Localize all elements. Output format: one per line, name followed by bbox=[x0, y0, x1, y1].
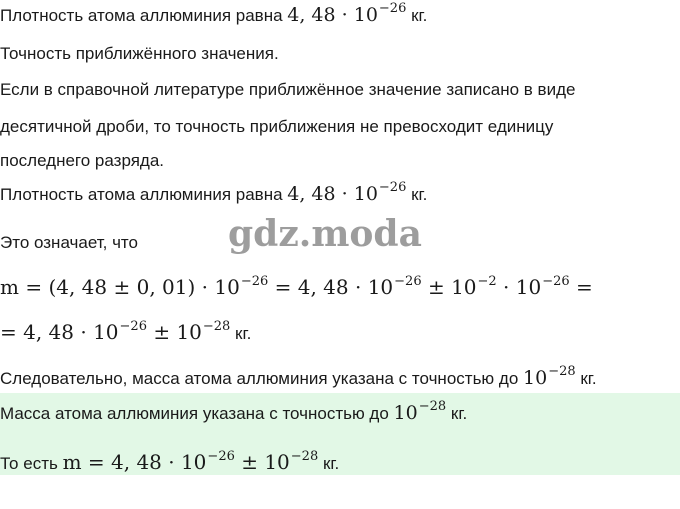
text: Плотность атома аллюминия равна bbox=[0, 185, 288, 204]
eq-part: ± 10 bbox=[146, 320, 202, 344]
text: Следовательно, масса атома аллюминия указана с точностью до bbox=[0, 369, 523, 388]
eq-part: ± 10 bbox=[421, 275, 477, 299]
exponent: −2 bbox=[477, 274, 497, 289]
math: ± 10 bbox=[234, 450, 290, 474]
exponent: −26 bbox=[240, 274, 269, 289]
exponent: −26 bbox=[119, 319, 147, 334]
unit: кг. bbox=[406, 6, 428, 25]
unit: кг. bbox=[318, 454, 340, 473]
line-accuracy-heading: Точность приближённого значения. bbox=[0, 44, 279, 63]
eq-part: = bbox=[569, 275, 593, 299]
line-density-1 bbox=[0, 1, 428, 26]
exponent: −26 bbox=[378, 1, 407, 16]
math: 10 bbox=[523, 367, 548, 389]
text: То есть bbox=[0, 454, 63, 473]
exponent: −28 bbox=[418, 399, 447, 414]
unit: кг. bbox=[575, 369, 597, 388]
eq-part: · 10 bbox=[496, 275, 542, 299]
exponent: −28 bbox=[290, 449, 319, 464]
unit: кг. bbox=[446, 404, 468, 423]
line-rule-3: последнего разряда. bbox=[0, 151, 165, 170]
exponent: −26 bbox=[394, 274, 422, 289]
math: 4, 48 · 10 bbox=[287, 4, 378, 26]
exponent: −26 bbox=[542, 274, 570, 289]
watermark: gdz.moda bbox=[228, 213, 422, 255]
exponent: −28 bbox=[202, 319, 231, 334]
line-meaning: Это означает, что bbox=[0, 233, 138, 252]
eq-part: = 4, 48 · 10 bbox=[0, 320, 119, 344]
math: 10 bbox=[393, 402, 418, 424]
unit: кг. bbox=[230, 324, 252, 343]
eq-part: m = (4, 48 ± 0, 01) · 10 bbox=[0, 275, 240, 299]
answer-line-1 bbox=[0, 399, 468, 424]
answer-line-2 bbox=[0, 450, 339, 474]
text: Масса атома аллюминия указана с точностью до bbox=[0, 404, 394, 423]
equation-line-1 bbox=[0, 275, 593, 299]
line-conclusion bbox=[0, 364, 597, 389]
math: 4, 48 · 10 bbox=[287, 183, 378, 205]
exponent: −26 bbox=[207, 449, 235, 464]
math: m = 4, 48 · 10 bbox=[62, 450, 207, 474]
text: Плотность атома аллюминия равна bbox=[0, 6, 288, 25]
unit: кг. bbox=[406, 185, 428, 204]
line-rule-1: Если в справочной литературе приближённое значение записано в виде bbox=[0, 80, 576, 99]
equation-line-2 bbox=[0, 320, 251, 344]
line-density-2 bbox=[0, 180, 428, 205]
exponent: −26 bbox=[378, 180, 407, 195]
exponent: −28 bbox=[548, 364, 576, 379]
line-rule-2: десятичной дроби, то точность приближения не превосходит единицу bbox=[0, 117, 554, 136]
eq-part: = 4, 48 · 10 bbox=[268, 275, 394, 299]
